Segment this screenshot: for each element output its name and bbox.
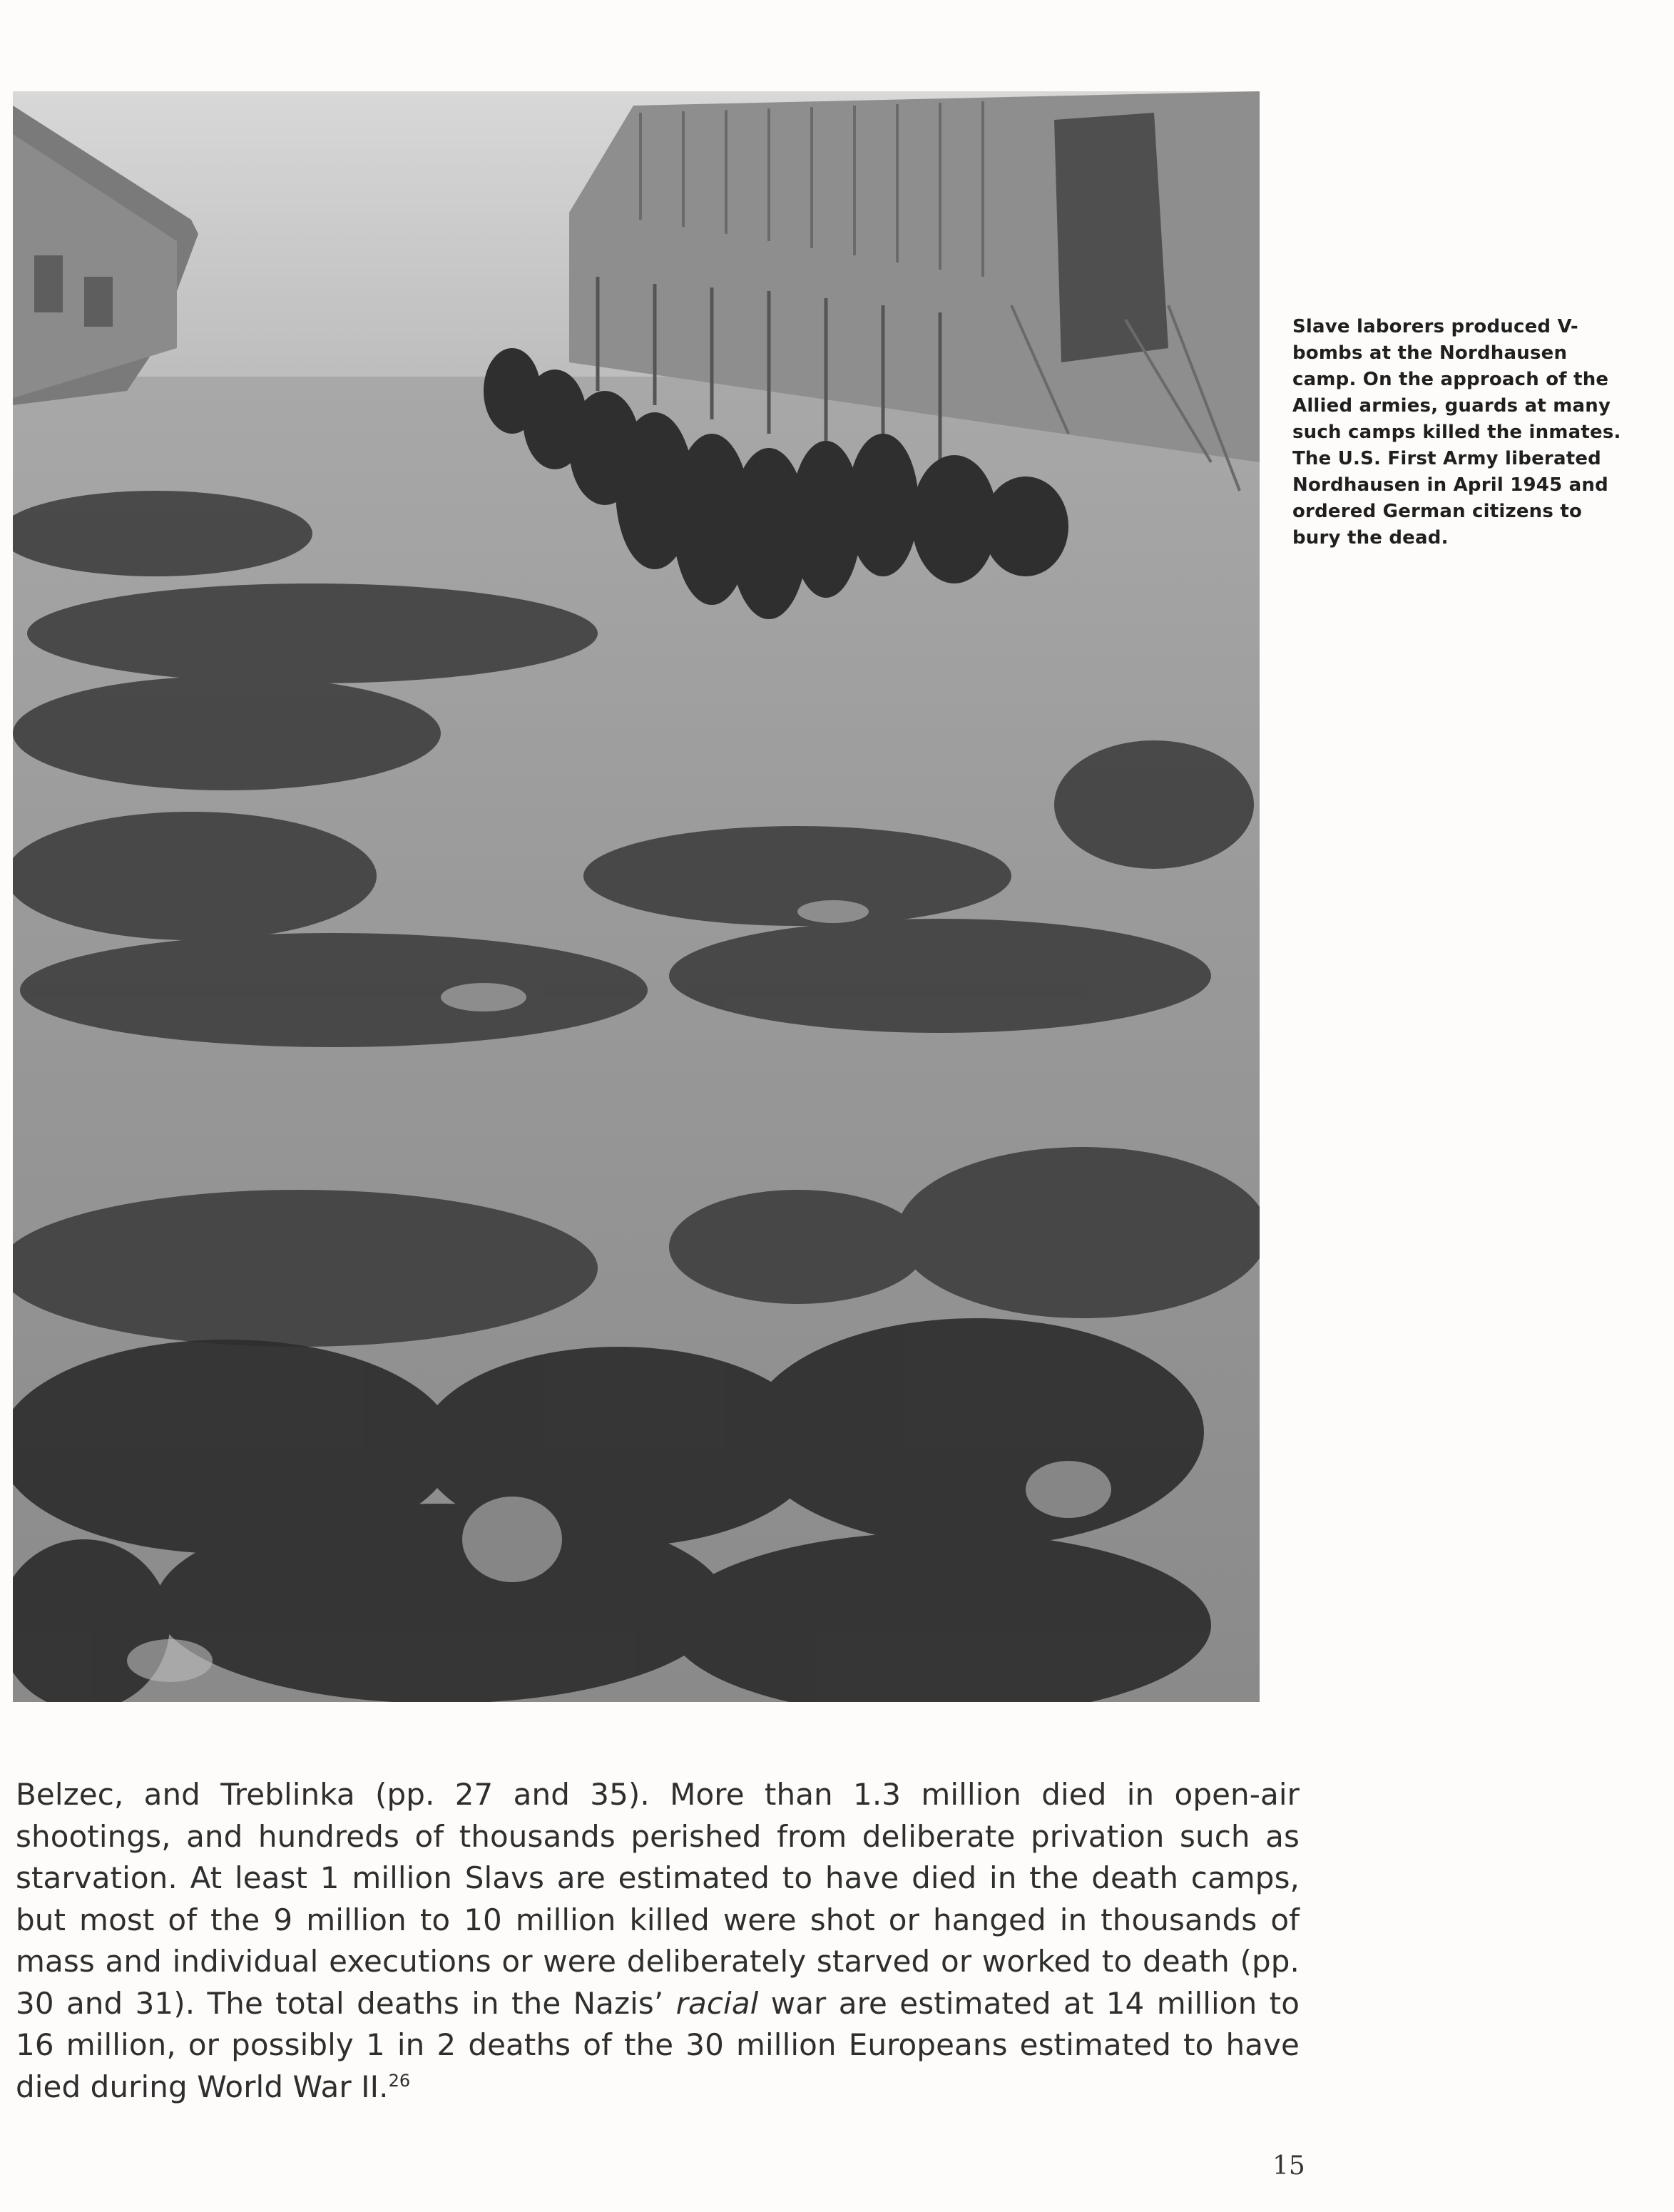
body-text-emphasis: racial: [675, 1985, 759, 2021]
body-text-part1: Belzec, and Treblinka (pp. 27 and 35). More than 1.3 million died in open-air shootings, and hundreds of thousands perished from deliberate privation such as starvation. At least 1 million Slavs are estimated to have died in the death camps, but most of the 9 million to 10 million killed were shot or hanged in thousands of mass and individual executions or were deliberately starved or worked to death (pp. 30 and 31). The total deaths in the Nazis’: [16, 1777, 1300, 2021]
body-paragraph: [16, 1774, 1300, 2108]
body-text-part2: war are estimated at 14 million to 16 million, or possibly 1 in 2 deaths of the 30 million Europeans estimated to have died during World War II.: [16, 1985, 1300, 2104]
footnote-reference[interactable]: 26: [388, 2070, 411, 2091]
nordhausen-photograph: [13, 91, 1260, 1702]
photo-caption: Slave laborers produced V-bombs at the Nordhausen camp. On the approach of the Allied armies, guards at many such camps killed the inmates. The U.S. First Army liberated Nordhausen in April 1945 and ordered German citizens to bury the dead.: [1292, 316, 1621, 549]
page-number: 15: [1272, 2151, 1305, 2181]
photograph-illustration: [13, 91, 1260, 1702]
